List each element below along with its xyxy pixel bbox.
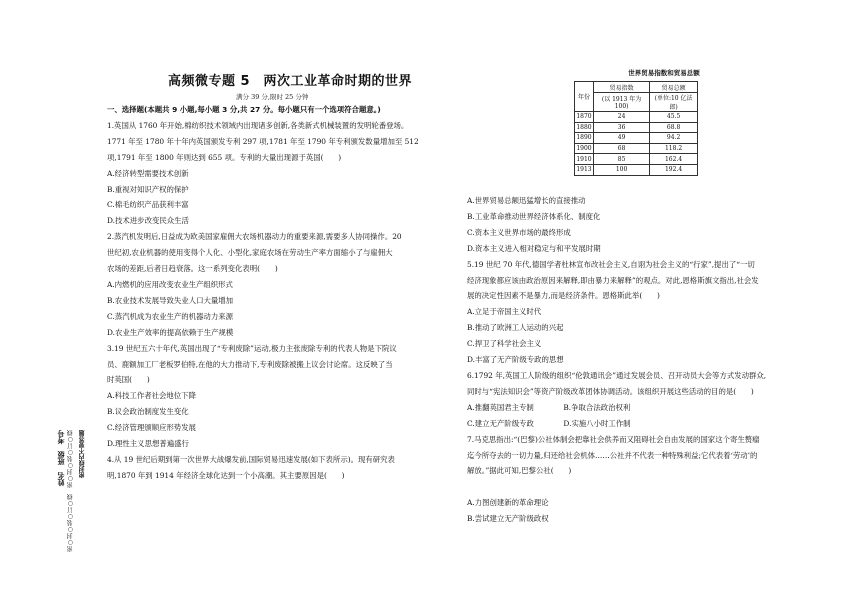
table-cell-index: 85 [594, 154, 650, 165]
table-row [575, 143, 698, 154]
table-header-row-2 [575, 93, 698, 112]
table-row [575, 164, 698, 175]
text-line: 时英国( ) [107, 375, 150, 385]
text-line: 1.英国从 1760 年开始,棉纺织技术领域内出现诸多创新,各类新式机械装置的发明轮番登场。 [107, 120, 409, 130]
table-cell-total: 162.4 [650, 154, 698, 165]
header-total-note: (单位:10 亿法郎) [650, 93, 698, 112]
text-line: 展的决定性因素不是暴力,而是经济条件。恩格斯此举( ) [467, 291, 660, 301]
trade-table [574, 81, 698, 176]
text-line: D.资本主义进入相对稳定与和平发展时期 [467, 243, 601, 253]
table-cell-year: 1890 [576, 134, 592, 142]
table-cell-index: 68 [594, 143, 650, 154]
table-row [575, 133, 698, 144]
text-line: B.尝试建立无产阶级政权 [467, 514, 549, 524]
table-cell-index: 24 [594, 112, 650, 123]
text-line: B.推动了欧洲工人运动的兴起 [467, 323, 564, 333]
text-line: 员、鹿额加工厂老板罗伯特,在他的大力推动下,专利废除被搬上议会讨论席。这反映了当 [107, 359, 393, 369]
text-line: 3.19 世纪五六十年代,英国出现了“专利废除”运动,极力主张废除专利的代表人物是下院议 [107, 343, 397, 353]
table-cell-year: 1913 [576, 166, 592, 174]
text-line: A.立足于帝国主义时代 [467, 307, 542, 317]
text-line: 经济现象都应该由政治原因来解释,即由暴力来解释”的观点。对此,恩格斯旗文指出,社会发 [467, 275, 759, 285]
text-line: 同时与“宪法知识会”等资产阶级改革团体协调活动。该组织开展这些活动的目的是( ) [467, 386, 754, 396]
text-line: 迄今所夺去的一切力量,归还给社会机体……公社并不代表一种特殊利益;它代表着‘劳动’的 [467, 450, 758, 460]
text-line: D.丰富了无产阶级专政的思想 [467, 355, 564, 365]
header-index-note: (以 1913 年为 100) [594, 93, 650, 112]
text-line: C.捍卫了科学社会主义 [467, 339, 542, 349]
table-cell-index: 49 [594, 133, 650, 144]
table-cell-year: 1870 [576, 113, 592, 121]
trade-table-block [574, 68, 754, 176]
table-cell-total: 118.2 [650, 143, 698, 154]
table-cell-year: 1900 [576, 145, 592, 153]
text-line: D.农业生产效率的提高依赖于生产规模 [107, 327, 234, 337]
table-title: 世界贸易指数和贸易总额 [628, 69, 700, 77]
text-line: C.蒸汽机成为农业生产的机器动力来源 [107, 311, 233, 321]
text-line: C.棉毛纺织产品获利丰富 [107, 200, 189, 210]
header-index: 贸易指数 [594, 82, 650, 93]
text-line: 解放。”据此可知,巴黎公社( ) [467, 466, 572, 476]
text-line: 农场的差距,后者日趋衰落。这一系列变化表明( ) [107, 264, 278, 274]
table-row [575, 122, 698, 133]
text-line: B.重视对知识产权的保护 [107, 184, 189, 194]
text-line: 项,1791 年至 1800 年则达到 655 项。专利的大量出现源于英国( ) [107, 152, 342, 162]
text-line: 5.19 世纪 70 年代,德国学者杜林宣布改社会主义,自诩为社会主义的“行家”,提出了“一切 [467, 259, 755, 269]
student-info-fields: 姓名 班级 考号 [56, 430, 65, 486]
text-line: D.理性主义思想普遍盛行 [107, 439, 189, 449]
section-heading: 一、选择题(本题共 9 小题,每小题 3 分,共 27 分。每小题只有一个选项符合题意。) [107, 105, 381, 114]
text-line: A.世界贸易总额迅猛增长的直接推动 [467, 196, 586, 205]
right-column [467, 193, 837, 527]
score-time-note: 满分 39 分,限时 25 分钟 [236, 93, 309, 101]
table-cell-total: 68.8 [650, 122, 698, 133]
table-cell-year: 1880 [576, 123, 592, 131]
table-header-row [575, 82, 698, 93]
text-line: C.经济管理颁顺应形势发展 [107, 423, 197, 433]
table-row [575, 112, 698, 123]
text-line: A.科技工作者社会地位下降 [107, 391, 196, 401]
text-line: A.推翻英国君主专制 B.争取合法政治权利 [467, 402, 631, 412]
header-total: 贸易总额 [650, 82, 698, 93]
table-cell-index: 36 [594, 122, 650, 133]
text-line [467, 479, 837, 495]
text-line: 4.从 19 世纪后期到第一次世界大战爆发前,国际贸易迅速发展(如下表所示)。现有研究表 [107, 454, 395, 464]
table-body [575, 112, 698, 176]
text-line: 6.1792 年,英国工人阶级的组织“伦敦通讯会”通过发展会员、召开动员大会等方式发动群众, [467, 370, 767, 380]
text-line: C.资本主义世界市场的最终形成 [467, 227, 571, 237]
text-line: 世纪初,农业机器的使用变得个人化、小型化,家庭农场在劳动生产率方面缩小了与雇佣大 [107, 248, 393, 258]
table-row [575, 154, 698, 165]
cut-line: 密○封○装○订○线 密○封○装○订○线 [67, 430, 74, 552]
table-cell-total: 192.4 [650, 164, 698, 175]
text-line: 2.蒸汽机发明后,日益成为欧美国家雇佣大农场机器动力的重要来源,需要多人协同操作。20 [107, 232, 402, 242]
text-line: B.议会政治制度发生变化 [107, 407, 189, 417]
table-cell-year: 1910 [576, 155, 592, 163]
text-line: A.内燃机的应用改变农业生产组织形式 [107, 279, 233, 289]
text-line: 明,1870 年到 1914 年经济全球化达到一个小高潮。其主要原因是( ) [107, 470, 345, 480]
header-year: 年份 [575, 82, 594, 112]
text-line: A.力图创建新的革命理论 [467, 498, 549, 508]
left-column [107, 102, 467, 484]
text-line: 7.马克思指出:“(巴黎)公社体制会把靠社会供养而又阻碍社会自由发展的国家这个寄生赘瘤 [467, 434, 760, 444]
table-cell-total: 45.5 [650, 112, 698, 123]
table-cell-total: 94.2 [650, 133, 698, 144]
right-question-lines [467, 193, 837, 527]
binding-margin [56, 430, 92, 605]
table-cell-index: 100 [594, 164, 650, 175]
page-title: 高频微专题 5 两次工业革命时期的世界 [167, 74, 413, 89]
left-question-lines [107, 118, 467, 484]
text-line: D.技术进步改变民众生活 [107, 216, 189, 226]
text-line: B.农业技术发展导致失业人口大量增加 [107, 295, 234, 305]
text-line: 1771 年至 1780 年十年内英国颁发专利 297 项,1781 年至 1790 年专利颁发数量增加至 512 [107, 136, 419, 146]
text-line: B.工业革命推动世界经济体系化、制度化 [467, 211, 601, 221]
text-line: C.建立无产阶级专政 D.实施八小时工作制 [467, 418, 631, 428]
no-answer-notice: 密封线内不要答题 [79, 430, 86, 478]
text-line: A.经济转型需要技术创新 [107, 168, 189, 178]
